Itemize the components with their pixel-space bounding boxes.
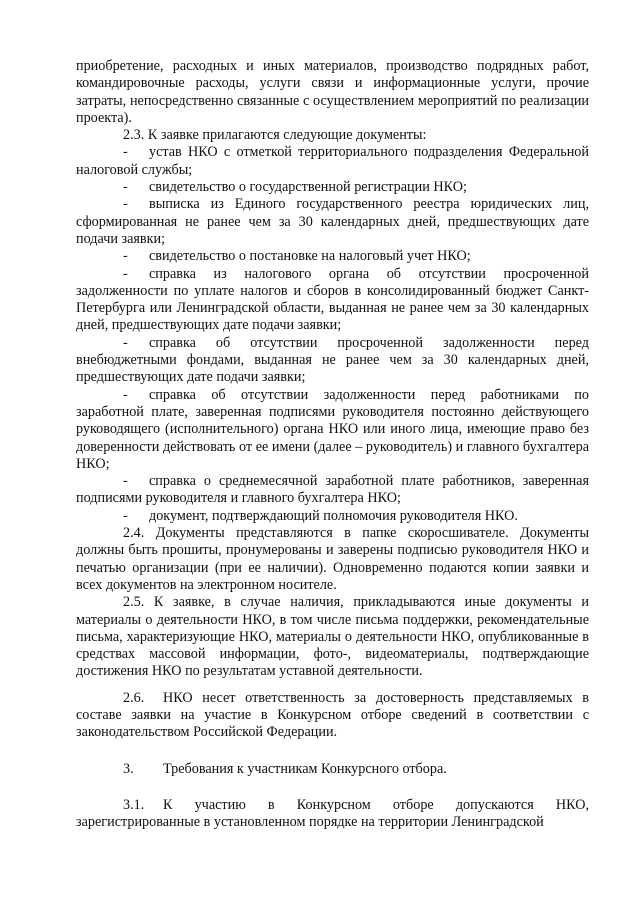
paragraph-2-5: 2.5. К заявке, в случае наличия, прикладываются иные документы и материалы о деятельности НКО, в том числе письма поддержки, рекомендательные письма, характеризующие НКО, материалы о деятельности НКО, опубликованные в средствах массовой информации, фото-, видеоматериалы, подтверждающие достижения НКО по результатам уставной деятельности. (76, 594, 589, 680)
list-dash-marker: - (123, 334, 128, 351)
list-item (76, 196, 589, 248)
paragraph-number: 3.1. (123, 796, 145, 813)
list-dash-marker: - (123, 179, 128, 196)
section-title: Требования к участникам Конкурсного отбора. (163, 760, 447, 777)
list-item-text: справка об отсутствии задолженности перед работниками по заработной плате, заверенная подписями руководителя постоянно действующего руководящего (исполнительного) органа НКО или иного лица, имеющие право без доверенности действовать от ее имени (далее – руководитель) и главного бухгалтера НКО; (76, 386, 589, 472)
list-item (76, 266, 589, 335)
paragraph-costs-continuation: приобретение, расходных и иных материалов, производство подрядных работ, командировочные расходы, услуги связи и информационные услуги, прочие затраты, непосредственно связанные с осуществлением мероприятий по реализации проекта). (76, 58, 589, 126)
list-item (76, 179, 589, 196)
paragraph-2-3: 2.3. К заявке прилагаются следующие документы: (123, 127, 427, 144)
list-item-text: выписка из Единого государственного реестра юридических лиц, сформированная не ранее чем за 30 календарных дней, предшествующих дате подачи заявки; (76, 196, 589, 247)
paragraph-text: НКО несет ответственность за достоверность представляемых в составе заявки на участие в Конкурсном отборе сведений в соответствии с законодательством Российской Федерации. (76, 689, 589, 741)
list-item-text: справка из налогового органа об отсутствии просроченной задолженности по уплате налогов и сборов в консолидированный бюджет Санкт-Петербурга или Ленинградской области, выданная не ранее чем за 30 календарных дней, предшествующих дате подачи заявки; (76, 265, 589, 334)
list-item (76, 144, 589, 179)
section-3-heading (76, 761, 589, 778)
list-dash-marker: - (123, 248, 128, 265)
list-item-text: устав НКО с отметкой территориального подразделения Федеральной налоговой службы; (76, 144, 589, 178)
list-item (76, 248, 589, 265)
list-item-text: справка о среднемесячной заработной плате работников, заверенная подписями руководителя и главного бухгалтера НКО; (76, 473, 589, 507)
list-item (76, 387, 589, 473)
list-item-text: свидетельство о государственной регистрации НКО; (149, 179, 467, 196)
paragraph-3-1 (76, 797, 589, 832)
list-dash-marker: - (123, 196, 128, 213)
list-item-text: свидетельство о постановке на налоговый учет НКО; (149, 248, 471, 265)
paragraph-2-6 (76, 690, 589, 742)
list-item-text: справка об отсутствии просроченной задолженности перед внебюджетными фондами, выданная не ранее чем за 30 календарных дней, предшествующих дате подачи заявки; (76, 334, 589, 386)
list-dash-marker: - (123, 386, 128, 403)
section-number: 3. (123, 760, 134, 777)
list-dash-marker: - (123, 265, 128, 282)
document-body (76, 58, 589, 831)
list-item (76, 508, 589, 525)
list-dash-marker: - (123, 507, 128, 524)
list-item (76, 335, 589, 387)
list-dash-marker: - (123, 473, 128, 490)
list-dash-marker: - (123, 144, 128, 161)
list-item-text: документ, подтверждающий полномочия руководителя НКО. (149, 507, 518, 524)
list-item (76, 473, 589, 508)
paragraph-2-4: 2.4. Документы представляются в папке скоросшивателе. Документы должны быть прошиты, пронумерованы и заверены подписью руководителя НКО и печатью организации (при ее наличии). Одновременно подаются копии заявки и всех документов на электронном носителе. (76, 525, 589, 593)
paragraph-number: 2.6. (123, 689, 145, 706)
paragraph-text: К участию в Конкурсном отборе допускаются НКО, зарегистрированные в установленном порядке на территории Ленинградской (76, 796, 589, 831)
